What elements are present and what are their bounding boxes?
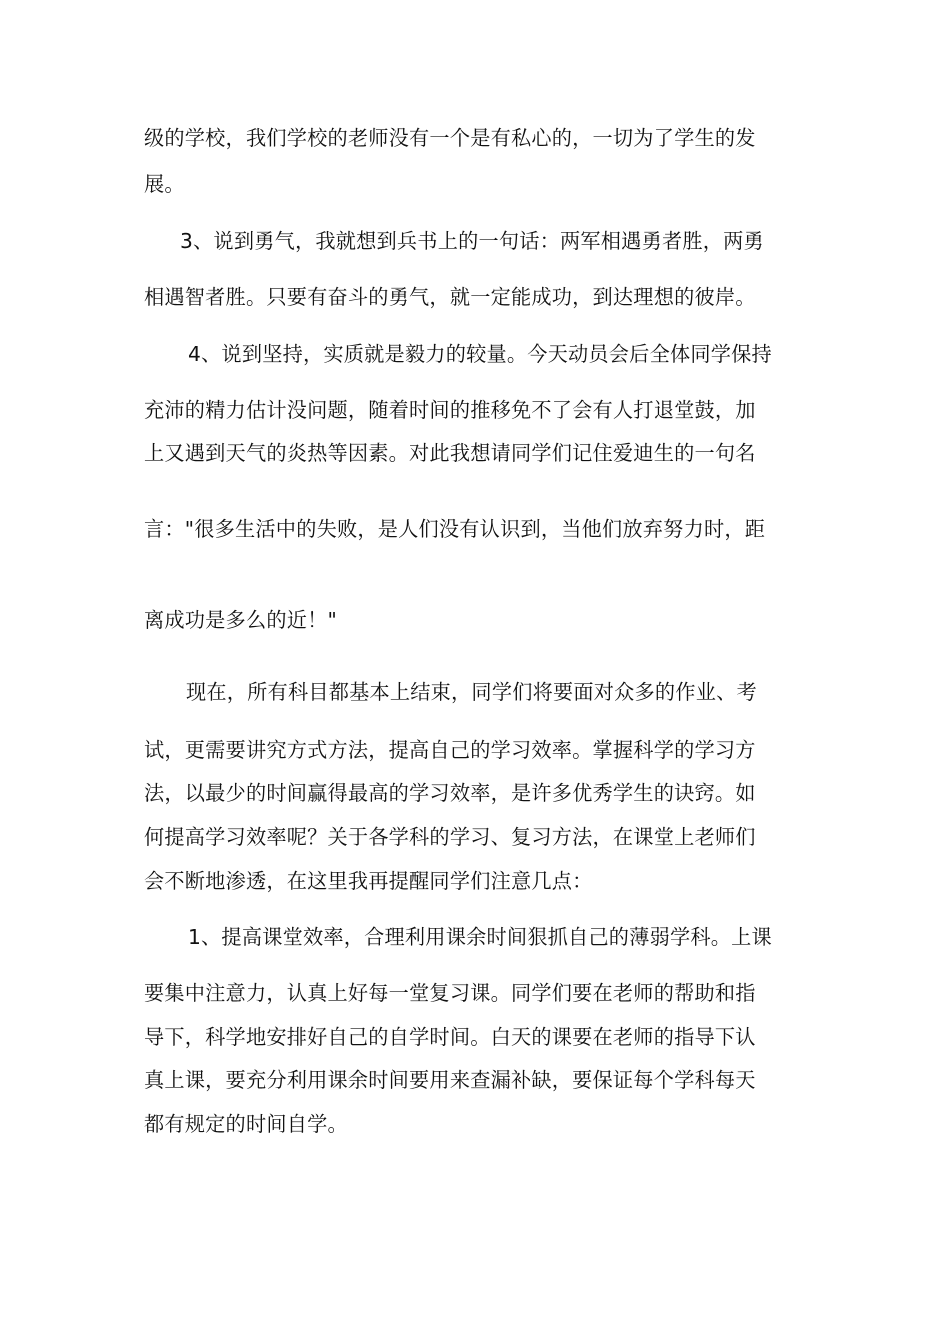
text-line: 1、提高课堂效率，合理利用课余时间狠抓自己的薄弱学科。上课 [188,925,772,949]
text-line: 3、说到勇气，我就想到兵书上的一句话：两军相遇勇者胜，两勇 [180,229,764,253]
text-line: 会不断地渗透，在这里我再提醒同学们注意几点： [144,869,593,893]
text-line: 4、说到坚持，实质就是毅力的较量。今天动员会后全体同学保持 [188,342,772,366]
text-line: 导下，科学地安排好自己的自学时间。白天的课要在老师的指导下认 [144,1025,756,1049]
text-line: 试，更需要讲究方式方法，提高自己的学习效率。掌握科学的学习方 [144,738,756,762]
text-line: 上又遇到天气的炎热等因素。对此我想请同学们记住爱迪生的一句名 [144,441,756,465]
text-line: 都有规定的时间自学。 [144,1112,348,1136]
text-line: 充沛的精力估计没问题，随着时间的推移免不了会有人打退堂鼓，加 [144,398,756,422]
text-line: 级的学校，我们学校的老师没有一个是有私心的，一切为了学生的发 [144,126,756,150]
text-line: 何提高学习效率呢？关于各学科的学习、复习方法，在课堂上老师们 [144,825,756,849]
text-line: 展。 [144,172,185,196]
text-line: 现在，所有科目都基本上结束，同学们将要面对众多的作业、考 [186,680,757,704]
text-line: 法，以最少的时间赢得最高的学习效率，是许多优秀学生的诀窍。如 [144,781,756,805]
text-line: 离成功是多么的近！" [144,608,337,632]
text-line: 相遇智者胜。只要有奋斗的勇气，就一定能成功，到达理想的彼岸。 [144,285,756,309]
text-line: 言："很多生活中的失败，是人们没有认识到，当他们放弃努力时，距 [144,517,766,541]
text-line: 要集中注意力，认真上好每一堂复习课。同学们要在老师的帮助和指 [144,981,756,1005]
text-line: 真上课，要充分利用课余时间要用来查漏补缺，要保证每个学科每天 [144,1068,756,1092]
